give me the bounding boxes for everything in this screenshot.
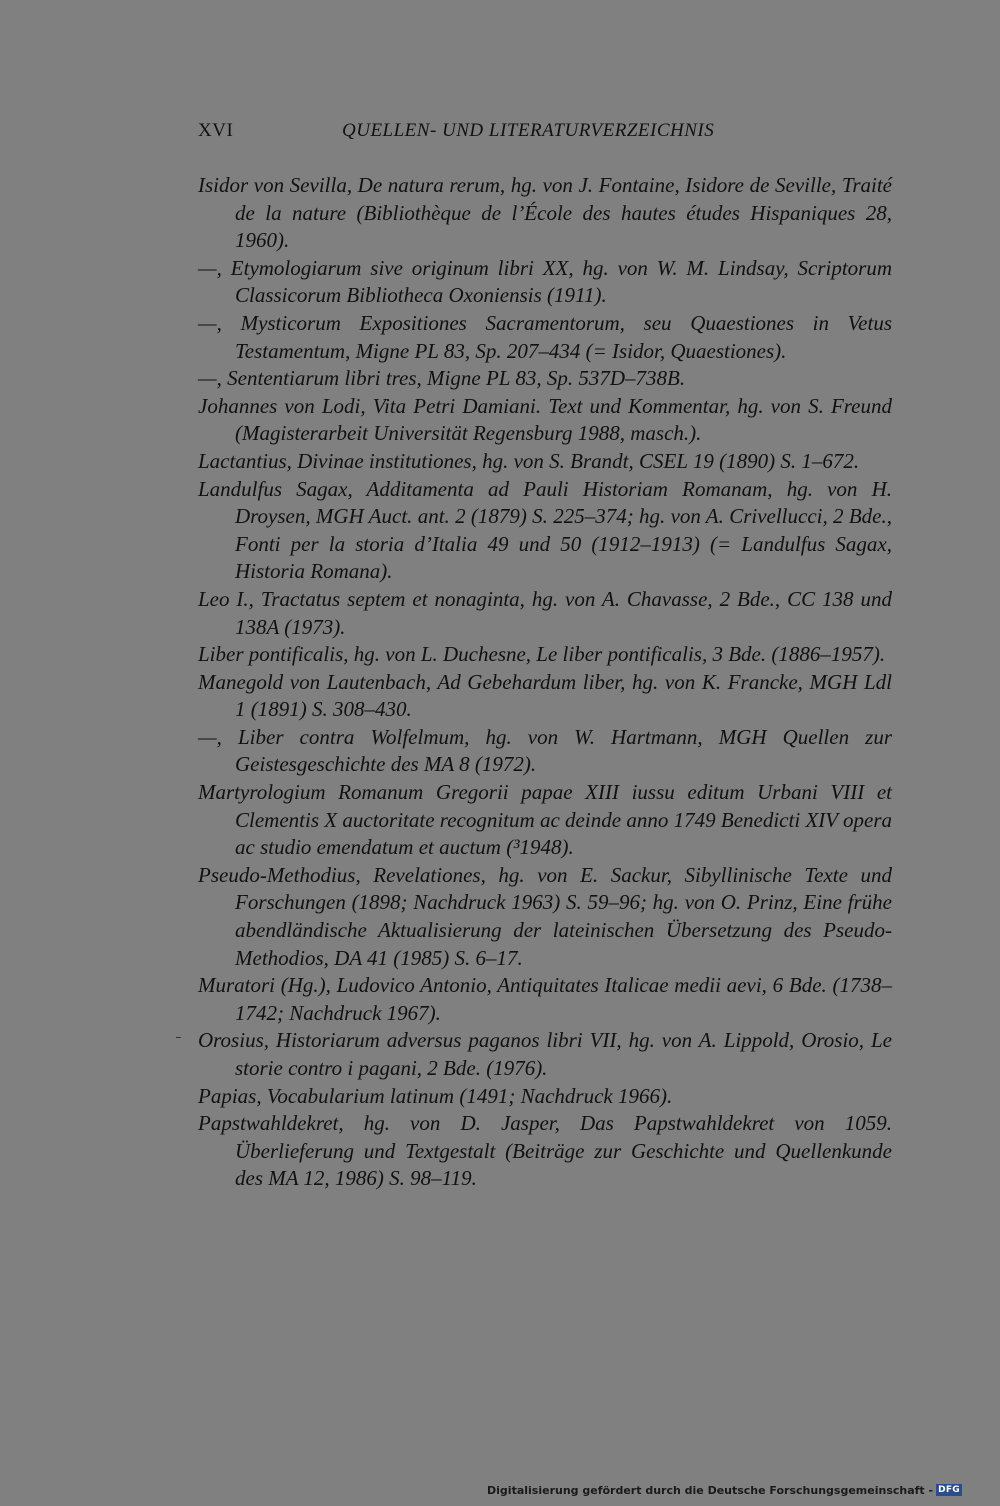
bibliography-entry: Lactantius, Divinae institutiones, hg. von S. Brandt, CSEL 19 (1890) S. 1–672. (198, 448, 860, 473)
bibliography-entry: Muratori (Hg.), Ludovico Antonio, Antiquitates Italicae medii aevi, 6 Bde. (1738–1742; Nachdruck 1967). (198, 973, 892, 1025)
bibliography-entry: —, Etymologiarum sive originum libri XX, hg. von W. M. Lindsay, Scriptorum Classicorum Bibliotheca Oxoniensis (1911). (198, 255, 892, 308)
bibliography-entry: Papias, Vocabularium latinum (1491; Nachdruck 1966). (198, 1083, 673, 1108)
digitization-footer (487, 1482, 962, 1498)
bibliography-entry: Isidor von Sevilla, De natura rerum, hg. von J. Fontaine, Isidore de Seville, Traité de la nature (Bibliothèque de l’École des hautes études Hispaniques 28, 1960). (198, 173, 892, 253)
bibliography-entry: Johannes von Lodi, Vita Petri Damiani. Text und Kommentar, hg. von S. Freund (Magisterarbeit Universität Regensburg 1988, masch.). (198, 393, 892, 446)
running-title: QUELLEN- UND LITERATURVERZEICHNIS (342, 120, 715, 141)
bibliography-entry: Orosius, Historiarum adversus paganos libri VII, hg. von A. Lippold, Orosio, Le storie contro i pagani, 2 Bde. (1976). (198, 1028, 892, 1080)
bibliography-list (198, 172, 892, 1193)
page-header (198, 120, 758, 150)
page-number: XVI (198, 120, 234, 141)
bibliography-entry: Martyrologium Romanum Gregorii papae XIII iussu editum Urbani VIII et Clementis X auctoritate recognitum ac deinde anno 1749 Benedicti XIV opera ac studio emendatum et auctum (³1948). (198, 780, 892, 860)
bibliography-entry: Leo I., Tractatus septem et nonaginta, hg. von A. Chavasse, 2 Bde., CC 138 und 138A (1973). (198, 586, 892, 639)
bibliography-entry: Liber pontificalis, hg. von L. Duchesne, Le liber pontificalis, 3 Bde. (1886–1957). (198, 642, 886, 667)
bibliography-entry: —, Mysticorum Expositiones Sacramentorum, seu Quaestiones in Vetus Testamentum, Migne PL 83, Sp. 207–434 (= Isidor, Quaestiones). (198, 310, 892, 363)
margin-mark (176, 1037, 181, 1038)
bibliography-entry: Pseudo-Methodius, Revelationes, hg. von E. Sackur, Sibyllinische Texte und Forschungen (1898; Nachdruck 1963) S. 59–96; hg. von O. Prinz, Eine frühe abendländische Aktualisierung der lateinischen Übersetzung des Pseudo-Methodios, DA 41 (1985) S. 6–17. (198, 862, 892, 970)
dfg-logo-icon: DFG (938, 1485, 960, 1495)
bibliography-entry: Manegold von Lautenbach, Ad Gebehardum liber, hg. von K. Francke, MGH Ldl 1 (1891) S. 308–430. (198, 669, 892, 722)
bibliography-entry: Landulfus Sagax, Additamenta ad Pauli Historiam Romanam, hg. von H. Droysen, MGH Auct. ant. 2 (1879) S. 225–374; hg. von A. Crivellucci, 2 Bde., Fonti per la storia d’Italia 49 und 50 (1912–1913) (= Landulfus Sagax, Historia Romana). (198, 476, 892, 584)
bibliography-entry: —, Sententiarum libri tres, Migne PL 83, Sp. 537D–738B. (198, 366, 686, 391)
footer-text: Digitalisierung gefördert durch die Deutsche Forschungsgemeinschaft - (487, 1483, 934, 1497)
bibliography-entry: Papstwahldekret, hg. von D. Jasper, Das Papstwahldekret von 1059. Überlieferung und Textgestalt (Beiträge zur Geschichte und Quellenkunde des MA 12, 1986) S. 98–119. (198, 1111, 892, 1191)
bibliography-entry: —, Liber contra Wolfelmum, hg. von W. Hartmann, MGH Quellen zur Geistesgeschichte des MA 8 (1972). (198, 724, 892, 777)
